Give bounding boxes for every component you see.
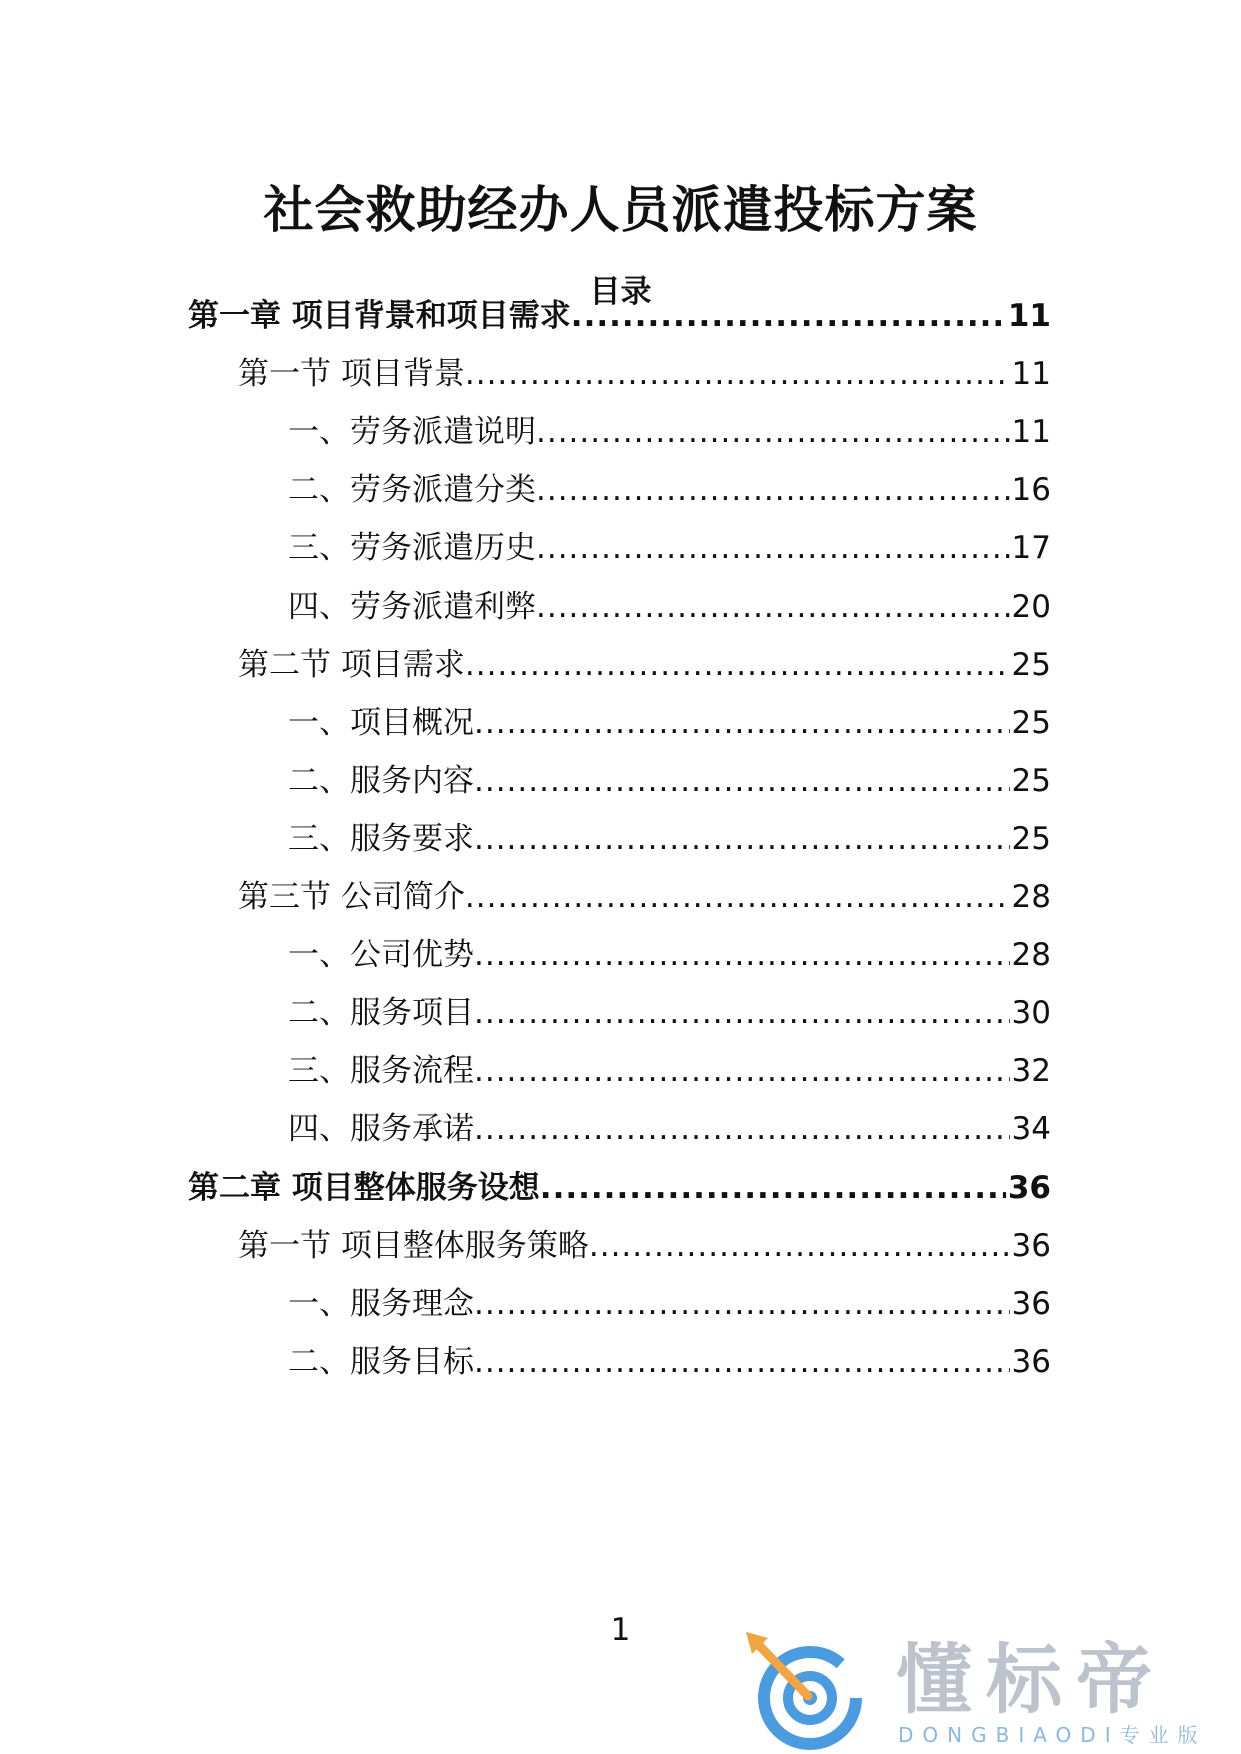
toc-dot-leader: [474, 1051, 1010, 1091]
toc-entry-page: 16: [1011, 472, 1051, 508]
toc-entry-label: 第一节 项目整体服务策略: [238, 1228, 589, 1264]
toc-chapter-entry: [188, 296, 1051, 336]
toc-entry-page: 36: [1011, 1344, 1051, 1380]
toc-entry-label: 一、劳务派遣说明: [288, 414, 536, 450]
document-title: 社会救助经办人员派遣投标方案: [263, 181, 978, 239]
watermark-subtitle: DONGBIAODI专业版: [898, 1723, 1207, 1747]
toc-dot-leader: [474, 993, 1010, 1033]
toc-entry-page: 25: [1011, 705, 1051, 741]
toc-dot-leader: [571, 296, 1006, 336]
toc-heading: 目录: [589, 274, 652, 310]
toc-dot-leader: [536, 470, 1010, 510]
toc-dot-leader: [465, 354, 1010, 394]
toc-entry-page: 28: [1011, 879, 1051, 915]
toc-section-entry: [238, 877, 1051, 917]
toc-item-entry: [288, 935, 1051, 975]
toc-item-entry: [288, 1051, 1051, 1091]
toc-item-entry: [288, 1342, 1051, 1382]
toc-entry-label: 四、劳务派遣利弊: [288, 589, 536, 625]
toc-dot-leader: [465, 645, 1010, 685]
toc-dot-leader: [474, 703, 1010, 743]
toc-section-entry: [238, 1226, 1051, 1266]
toc-dot-leader: [474, 1342, 1010, 1382]
toc-entry-page: 36: [1007, 1170, 1051, 1206]
toc-entry-label: 三、服务要求: [288, 821, 474, 857]
toc-entry-label: 一、项目概况: [288, 705, 474, 741]
toc-dot-leader: [536, 587, 1010, 627]
target-arrow-icon: [738, 1632, 868, 1750]
toc-section-entry: [238, 354, 1051, 394]
toc-item-entry: [288, 703, 1051, 743]
watermark-brand: 懂标帝: [896, 1635, 1166, 1724]
toc-dot-leader: [465, 877, 1010, 917]
toc-item-entry: [288, 761, 1051, 801]
toc-dot-leader: [474, 1284, 1010, 1324]
toc-entry-label: 三、劳务派遣历史: [288, 530, 536, 566]
page-number: 1: [610, 1612, 631, 1648]
toc-entry-label: 第三节 公司简介: [238, 879, 465, 915]
toc-entry-page: 11: [1007, 298, 1051, 334]
toc-item-entry: [288, 412, 1051, 452]
toc-dot-leader: [474, 819, 1010, 859]
toc-item-entry: [288, 587, 1051, 627]
watermark: [738, 1632, 1218, 1750]
toc-entry-label: 三、服务流程: [288, 1053, 474, 1089]
toc-entry-page: 11: [1011, 414, 1051, 450]
toc-entry-label: 二、劳务派遣分类: [288, 472, 536, 508]
toc-entry-page: 17: [1011, 530, 1051, 566]
toc-entry-page: 34: [1011, 1111, 1051, 1147]
toc-entry-page: 11: [1011, 356, 1051, 392]
toc-entry-page: 32: [1011, 1053, 1051, 1089]
toc-dot-leader: [589, 1226, 1010, 1266]
toc-entry-page: 20: [1011, 589, 1051, 625]
toc-item-entry: [288, 528, 1051, 568]
toc-dot-leader: [540, 1168, 1006, 1208]
toc-entry-page: 28: [1011, 937, 1051, 973]
toc-dot-leader: [474, 761, 1010, 801]
toc-entry-label: 四、服务承诺: [288, 1111, 474, 1147]
toc-entry-label: 第二章 项目整体服务设想: [188, 1170, 540, 1206]
toc-dot-leader: [474, 935, 1010, 975]
toc-item-entry: [288, 993, 1051, 1033]
toc-section-entry: [238, 645, 1051, 685]
toc-entry-label: 二、服务内容: [288, 763, 474, 799]
toc-item-entry: [288, 470, 1051, 510]
toc-item-entry: [288, 819, 1051, 859]
toc-item-entry: [288, 1109, 1051, 1149]
toc-entry-label: 第二节 项目需求: [238, 647, 465, 683]
toc-entry-label: 第一节 项目背景: [238, 356, 465, 392]
toc-entry-page: 36: [1011, 1228, 1051, 1264]
toc-entry-page: 25: [1011, 647, 1051, 683]
toc-entry-label: 二、服务目标: [288, 1344, 474, 1380]
toc-item-entry: [288, 1284, 1051, 1324]
toc-dot-leader: [536, 528, 1010, 568]
toc-entry-page: 36: [1011, 1286, 1051, 1322]
toc-entry-page: 30: [1011, 995, 1051, 1031]
toc-entry-page: 25: [1011, 763, 1051, 799]
toc-entry-label: 一、公司优势: [288, 937, 474, 973]
toc-chapter-entry: [188, 1168, 1051, 1208]
toc-entry-page: 25: [1011, 821, 1051, 857]
toc-entry-label: 一、服务理念: [288, 1286, 474, 1322]
toc-dot-leader: [474, 1109, 1010, 1149]
toc-dot-leader: [536, 412, 1010, 452]
toc-entry-label: 二、服务项目: [288, 995, 474, 1031]
toc-entry-label: 第一章 项目背景和项目需求: [188, 298, 571, 334]
